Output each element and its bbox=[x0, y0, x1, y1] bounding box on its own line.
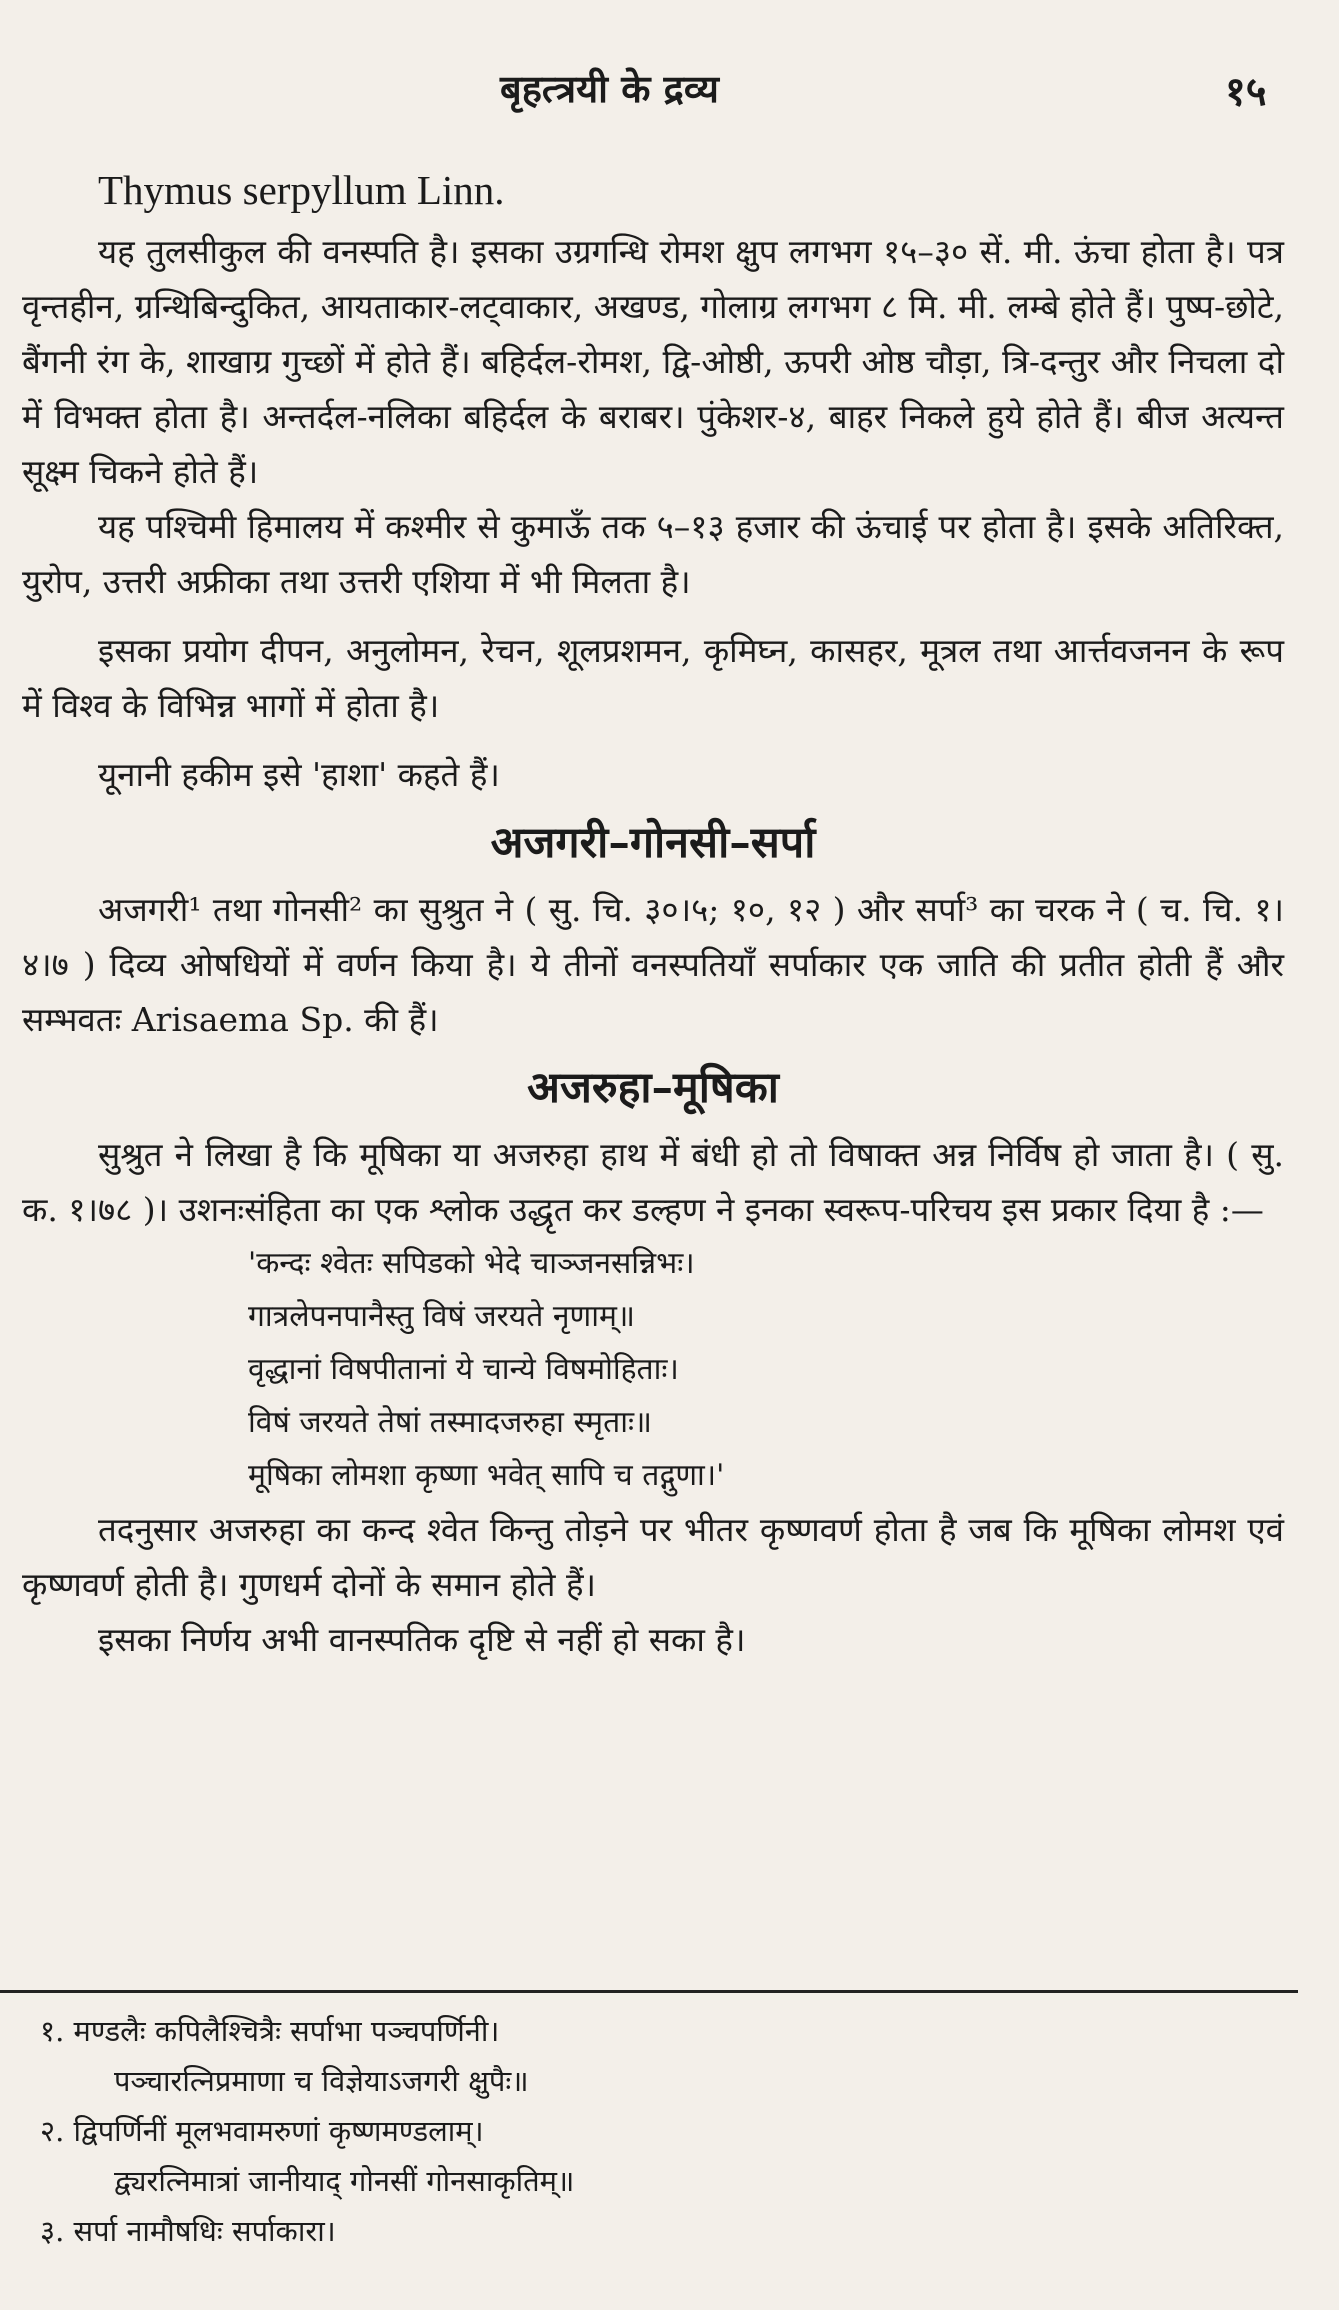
paragraph-uses: इसका प्रयोग दीपन, अनुलोमन, रेचन, शूलप्रशमन, कृमिघ्न, कासहर, मूत्रल तथा आर्त्तवजनन के रूप में विश्व के विभिन्न भागों में होता है। bbox=[22, 631, 1284, 725]
botanical-name: Thymus serpyllum Linn. bbox=[98, 167, 505, 213]
footnote-divider bbox=[0, 1990, 1298, 1993]
paragraph-distribution: यह पश्चिमी हिमालय में कश्मीर से कुमाऊँ तक ५–१३ हजार की ऊंचाई पर होता है। इसके अतिरिक्त, युरोप, उत्तरी अफ्रीका तथा उत्तरी एशिया में भी मिलता है। bbox=[22, 507, 1284, 601]
paragraph-unani-name: यूनानी हकीम इसे 'हाशा' कहते हैं। bbox=[98, 755, 500, 794]
verse-line: मूषिका लोमशा कृष्णा भवेत् सापि च तद्गुणा।' bbox=[248, 1458, 725, 1493]
paragraph-ajagari: अजगरी¹ तथा गोनसी² का सुश्रुत ने ( सु. चि. ३०।५; १०, १२ ) और सर्पा³ का चरक ने ( च. चि. १।४।७ ) दिव्य ओषधियों में वर्णन किया है। ये तीनों वनस्पतियाँ सर्पाकार एक जाति की प्रतीत होती हैं और सम्भवतः Arisaema Sp. की हैं। bbox=[22, 890, 1284, 1039]
footnote-2-line2: द्व्यरत्निमात्रां जानीयाद् गोनसीं गोनसाकृतिम्॥ bbox=[114, 2164, 575, 2198]
paragraph-description: यह तुलसीकुल की वनस्पति है। इसका उग्रगन्धि रोमश क्षुप लगभग १५–३० सें. मी. ऊंचा होता है। पत्र वृन्तहीन, ग्रन्थिबिन्दुकित, आयताकार-लट्वाकार, अखण्ड, गोलाग्र लगभग ८ मि. मी. लम्बे होते हैं। पुष्प-छोटे, बैंगनी रंग के, शाखाग्र गुच्छों में होते हैं। बहिर्दल-रोमश, द्वि-ओष्ठी, ऊपरी ओष्ठ चौड़ा, त्रि-दन्तुर और निचला दो में विभक्त होता है। अन्तर्दल-नलिका बहिर्दल के बराबर। पुंकेशर-४, बाहर निकले हुये होते हैं। बीज अत्यन्त सूक्ष्म चिकने होते हैं। bbox=[22, 232, 1284, 491]
footnote-1-line2: पञ्चारत्निप्रमाणा च विज्ञेयाऽजगरी क्षुपैः॥ bbox=[114, 2064, 529, 2098]
page-number: १५ bbox=[1225, 68, 1267, 115]
section-heading-ajagari: अजगरी–गोनसी–सर्पा bbox=[490, 818, 816, 868]
verse-line: वृद्धानां विषपीतानां ये चान्ये विषमोहिताः। bbox=[248, 1352, 679, 1387]
paragraph-undetermined: इसका निर्णय अभी वानस्पतिक दृष्टि से नहीं हो सका है। bbox=[98, 1620, 746, 1659]
verse-line: विषं जरयते तेषां तस्मादजरुहा स्मृताः॥ bbox=[248, 1405, 652, 1440]
section-heading-ajaruha: अजरुहा–मूषिका bbox=[527, 1063, 779, 1113]
sanskrit-verse bbox=[248, 1237, 1284, 1502]
verse-line: 'कन्दः श्वेतः सपिडको भेदे चाञ्जनसन्निभः। bbox=[248, 1246, 695, 1281]
page-header bbox=[0, 62, 1339, 122]
main-text bbox=[22, 160, 1284, 1667]
paragraph-ajaruha: सुश्रुत ने लिखा है कि मूषिका या अजरुहा हाथ में बंधी हो तो विषाक्त अन्न निर्विष हो जाता है। ( सु. क. १।७८ )। उशनःसंहिता का एक श्लोक उद्धृत कर डल्हण ने इनका स्वरूप-परिचय इस प्रकार दिया है :— bbox=[22, 1135, 1284, 1229]
footnotes bbox=[40, 2006, 1290, 2256]
footnote-1-line1: १. मण्डलैः कपिलैश्चित्रैः सर्पाभा पञ्चपर्णिनी। bbox=[40, 2014, 500, 2048]
footnote-3: ३. सर्पा नामौषधिः सर्पाकारा। bbox=[40, 2214, 336, 2248]
running-title: बृहत्त्रयी के द्रव्य bbox=[500, 66, 719, 111]
paragraph-conclusion: तदनुसार अजरुहा का कन्द श्वेत किन्तु तोड़ने पर भीतर कृष्णवर्ण होता है जब कि मूषिका लोमश एवं कृष्णवर्ण होती है। गुणधर्म दोनों के समान होते हैं। bbox=[22, 1510, 1284, 1604]
footnote-2-line1: २. द्विपर्णिनीं मूलभवामरुणां कृष्णमण्डलाम्। bbox=[40, 2114, 484, 2148]
verse-line: गात्रलेपनपानैस्तु विषं जरयते नृणाम्॥ bbox=[248, 1299, 635, 1334]
